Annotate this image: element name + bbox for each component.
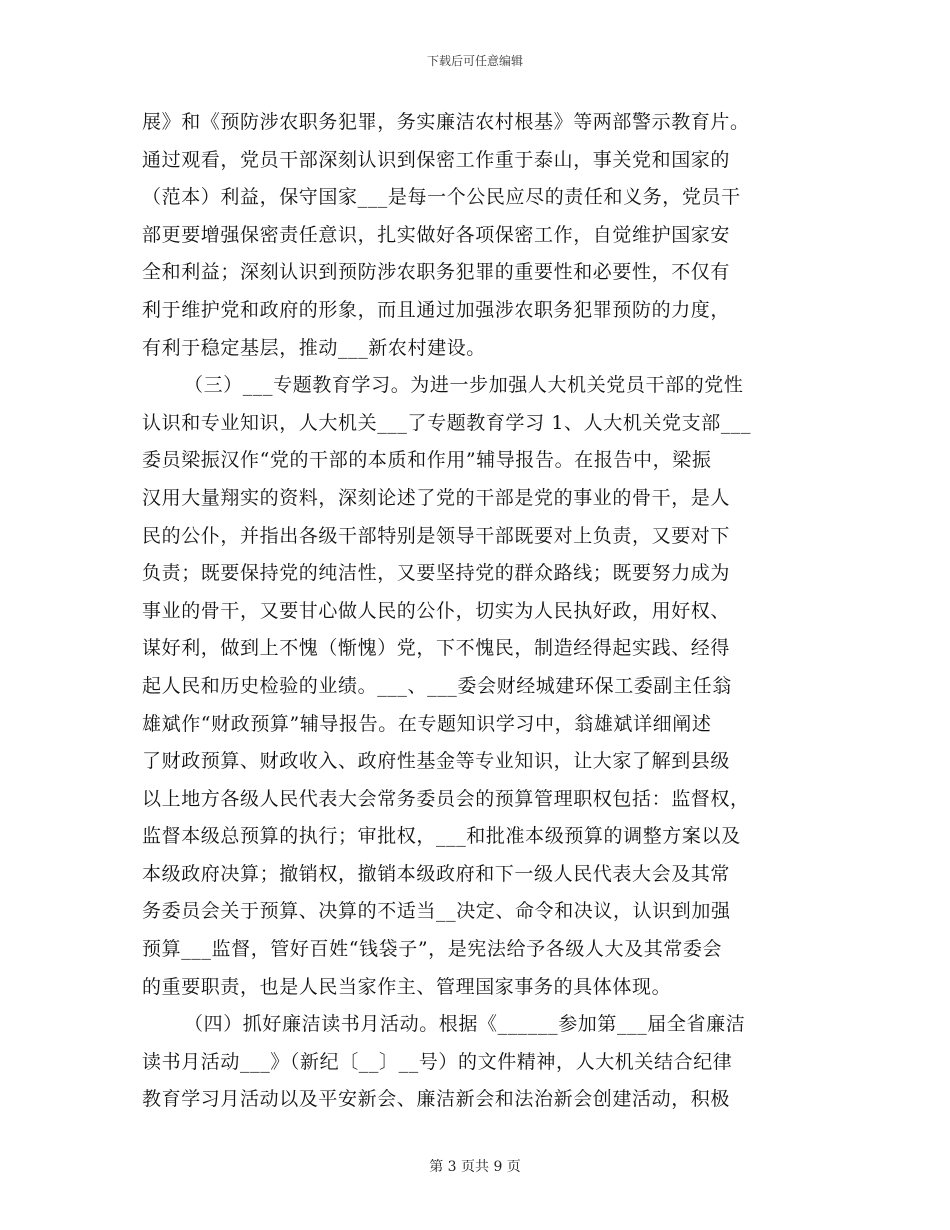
- text-line: 读书月活动___》（新纪〔__〕__号）的文件精神，人大机关结合纪律: [142, 1050, 733, 1073]
- text-line: （三）___专题教育学习。为进一步加强人大机关党员干部的党性: [184, 374, 744, 397]
- text-line: 认识和专业知识，人大机关___了专题教育学习 1、人大机关党支部___: [142, 411, 752, 434]
- text-line: 教育学习月活动以及平安新会、廉洁新会和法治新会创建活动，积极: [142, 1088, 731, 1111]
- text-line: 有利于稳定基层，推动___新农村建设。: [142, 336, 486, 359]
- page-number: 第 3 页共 9 页: [429, 1159, 521, 1175]
- text-line: 委员梁振汉作“党的干部的本质和作用”辅导报告。在报告中，梁振: [142, 449, 712, 472]
- text-line: 了财政预算、财政收入、政府性基金等专业知识，让大家了解到县级: [142, 750, 731, 773]
- text-line: 谋好利，做到上不愧（惭愧）党，下不愧民，制造经得起实践、经得: [142, 637, 731, 660]
- text-line: 起人民和历史检验的业绩。___、___委会财经城建环保工委副主任翁: [142, 674, 732, 697]
- text-line: 全和利益；深刻认识到预防涉农职务犯罪的重要性和必要性，不仅有: [142, 261, 731, 284]
- text-line: 利于维护党和政府的形象，而且通过加强涉农职务犯罪预防的力度，: [142, 298, 731, 321]
- text-line: 民的公仆，并指出各级干部特别是领导干部既要对上负责，又要对下: [142, 524, 731, 547]
- text-line: 雄斌作“财政预算”辅导报告。在专题知识学习中，翁雄斌详细阐述: [142, 712, 712, 735]
- document-body: [142, 104, 812, 1119]
- text-line: 通过观看，党员干部深刻认识到保密工作重于泰山，事关党和国家的: [142, 148, 731, 171]
- text-line: 监督本级总预算的执行；审批权，___和批准本级预算的调整方案以及: [142, 825, 741, 848]
- text-line: 展》和《预防涉农职务犯罪，务实廉洁农村根基》等两部警示教育片。: [142, 111, 750, 133]
- text-line: 汉用大量翔实的资料，深刻论述了党的干部是党的事业的骨干，是人: [142, 486, 731, 509]
- text-line: 负责；既要保持党的纯洁性，又要坚持党的群众路线；既要努力成为: [142, 562, 731, 585]
- text-line: （范本）利益，保守国家___是每一个公民应尽的责任和义务，党员干: [142, 186, 741, 209]
- text-line: 预算___监督，管好百姓“钱袋子”，是宪法给予各级人大及其常委会: [142, 938, 723, 961]
- text-line: 本级政府决算；撤销权，撤销本级政府和下一级人民代表大会及其常: [142, 862, 731, 885]
- text-line: 的重要职责，也是人民当家作主、管理国家事务的具体体现。: [142, 975, 672, 998]
- text-line: 务委员会关于预算、决算的不适当__决定、命令和决议，认识到加强: [142, 900, 731, 923]
- text-line: 部更要增强保密责任意识，扎实做好各项保密工作，自觉维护国家安: [142, 223, 731, 246]
- text-line: （四）抓好廉洁读书月活动。根据《______参加第___届全省廉洁: [184, 1013, 746, 1036]
- page-header: 下载后可任意编辑: [426, 54, 523, 68]
- text-line: 以上地方各级人民代表大会常务委员会的预算管理职权包括：监督权，: [142, 787, 750, 810]
- text-line: 事业的骨干，又要甘心做人民的公仆，切实为人民执好政，用好权、: [142, 599, 731, 622]
